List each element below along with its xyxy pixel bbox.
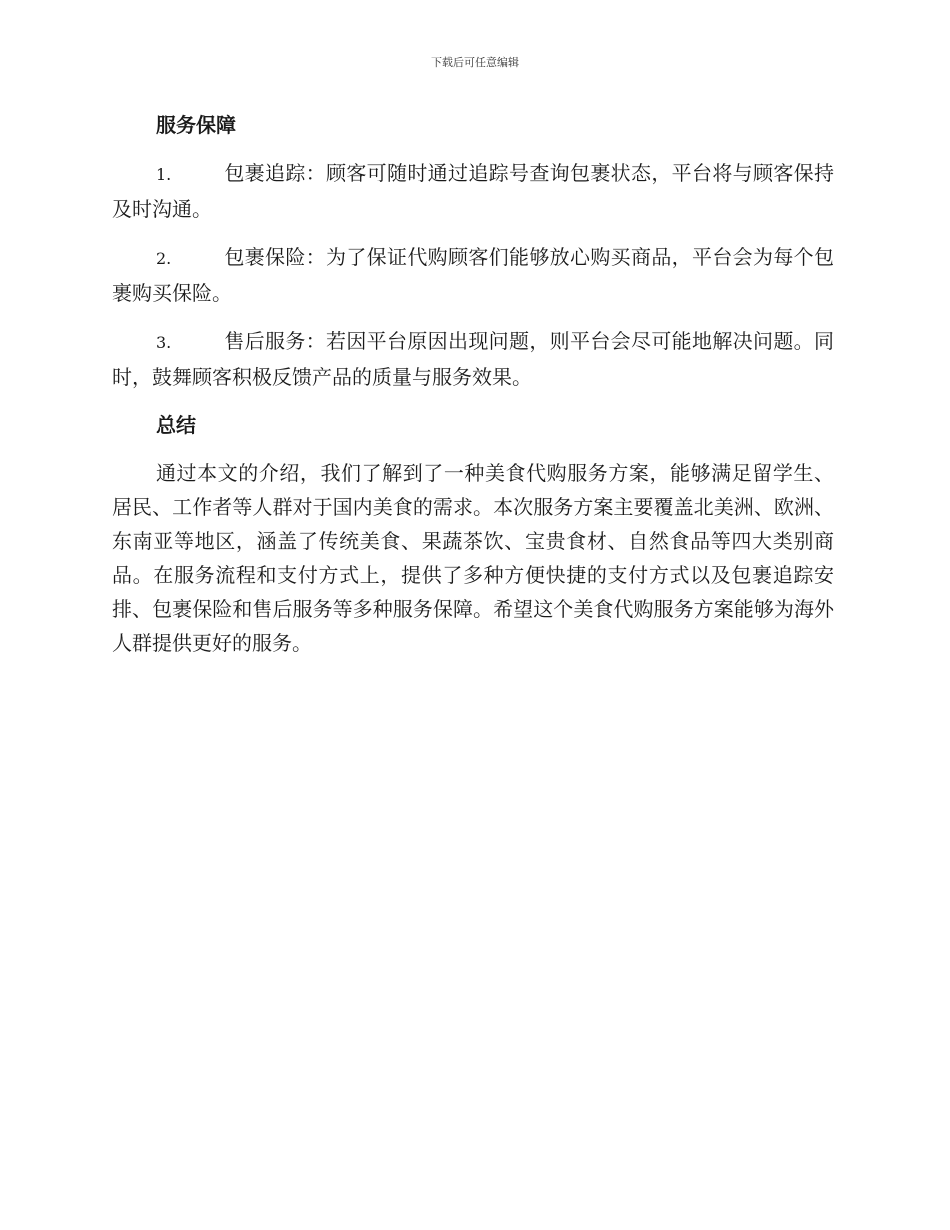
list-item [112,324,834,394]
list-item-text: 包裹保险：为了保证代购顾客们能够放心购买商品，平台会为每个包裹购买保险。 [112,245,834,305]
header-note: 下载后可任意编辑 [431,56,519,69]
list-item-number: 2. [156,249,172,268]
document-body [112,108,834,660]
section-heading-service: 服务保障 [156,113,236,137]
list-item-text: 包裹追踪：顾客可随时通过追踪号查询包裹状态，平台将与顾客保持及时沟通。 [112,161,834,221]
list-item [112,240,834,310]
list-item-number: 3. [156,333,172,352]
section-heading-summary: 总结 [156,413,196,437]
list-item-number: 1. [156,165,172,184]
summary-paragraph: 通过本文的介绍，我们了解到了一种美食代购服务方案，能够满足留学生、居民、工作者等人群对于国内美食的需求。本次服务方案主要覆盖北美洲、欧洲、东南亚等地区，涵盖了传统美食、果蔬茶饮、宝贵食材、自然食品等四大类别商品。在服务流程和支付方式上，提供了多种方便快捷的支付方式以及包裹追踪安排、包裹保险和售后服务等多种服务保障。希望这个美食代购服务方案能够为海外人群提供更好的服务。 [112,461,834,655]
list-item-text: 售后服务：若因平台原因出现问题，则平台会尽可能地解决问题。同时，鼓舞顾客积极反馈产品的质量与服务效果。 [112,329,834,389]
list-item [112,156,834,226]
